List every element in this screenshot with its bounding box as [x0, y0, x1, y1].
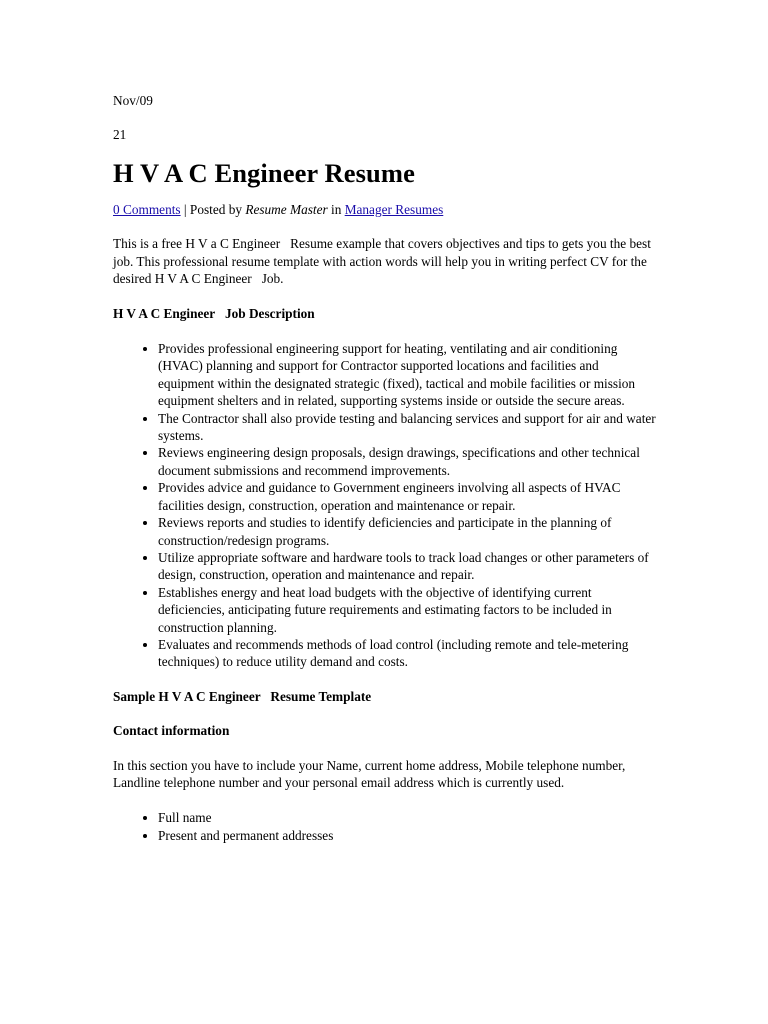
- page-title: H V A C Engineer Resume: [113, 158, 415, 188]
- list-item: • Provides advice and guidance to Government engineers involving all aspects of HVAC facilities design, construction, operation and maintenance or repair.: [158, 479, 656, 514]
- list-item: • Evaluates and recommends methods of load control (including remote and tele-metering techniques) to reduce utility demand and costs.: [158, 636, 656, 671]
- list-item: • Provides professional engineering support for heating, ventilating and air conditioning (HVAC) planning and support for Contractor supported locations and facilities and equipment within the designated strategic (fixed), tactical and mobile facilities or mission equipment shelters and in related, supporting systems inside or outside the secure areas.: [158, 340, 656, 410]
- posted-by-label: | Posted by: [180, 202, 246, 217]
- contact-heading: Contact information: [113, 723, 230, 739]
- list-item: • Reviews reports and studies to identify deficiencies and participate in the planning of construction/redesign programs.: [158, 514, 656, 549]
- list-item: • Full name: [158, 809, 656, 826]
- comments-link[interactable]: 0 Comments: [113, 202, 181, 217]
- category-link[interactable]: Manager Resumes: [344, 202, 444, 217]
- in-label: in: [327, 202, 345, 217]
- post-author: Resume Master: [245, 202, 328, 217]
- list-item: • Present and permanent addresses: [158, 827, 656, 844]
- list-item: • The Contractor shall also provide testing and balancing services and support for air and water systems.: [158, 410, 656, 445]
- list-item: • Reviews engineering design proposals, design drawings, specifications and other technical document submissions and recommend improvements.: [158, 444, 656, 479]
- template-heading: Sample H V A C Engineer Resume Template: [113, 688, 372, 704]
- list-item: • Utilize appropriate software and hardware tools to track load changes or other parameters of design, construction, operation and maintenance and repair.: [158, 549, 656, 584]
- contact-paragraph: In this section you have to include your Name, current home address, Mobile telephone number, Landline telephone number and your personal email address which is currently used.: [113, 757, 626, 790]
- post-day: 21: [113, 127, 127, 142]
- job-description-heading: H V A C Engineer Job Description: [113, 305, 315, 321]
- job-description-list: [113, 340, 656, 671]
- post-meta: [113, 201, 656, 218]
- intro-paragraph: This is a free H V a C Engineer Resume example that covers objectives and tips to gets you the best job. This professional resume template with action words will help you in writing perfect CV for the desired H V A C Engineer Job.: [113, 236, 655, 287]
- post-month-year: Nov/09: [113, 93, 153, 108]
- contact-list: [113, 809, 656, 844]
- list-item: • Establishes energy and heat load budgets with the objective of identifying current deficiencies, anticipating future requirements and estimating factors to be included in construction planning.: [158, 584, 656, 636]
